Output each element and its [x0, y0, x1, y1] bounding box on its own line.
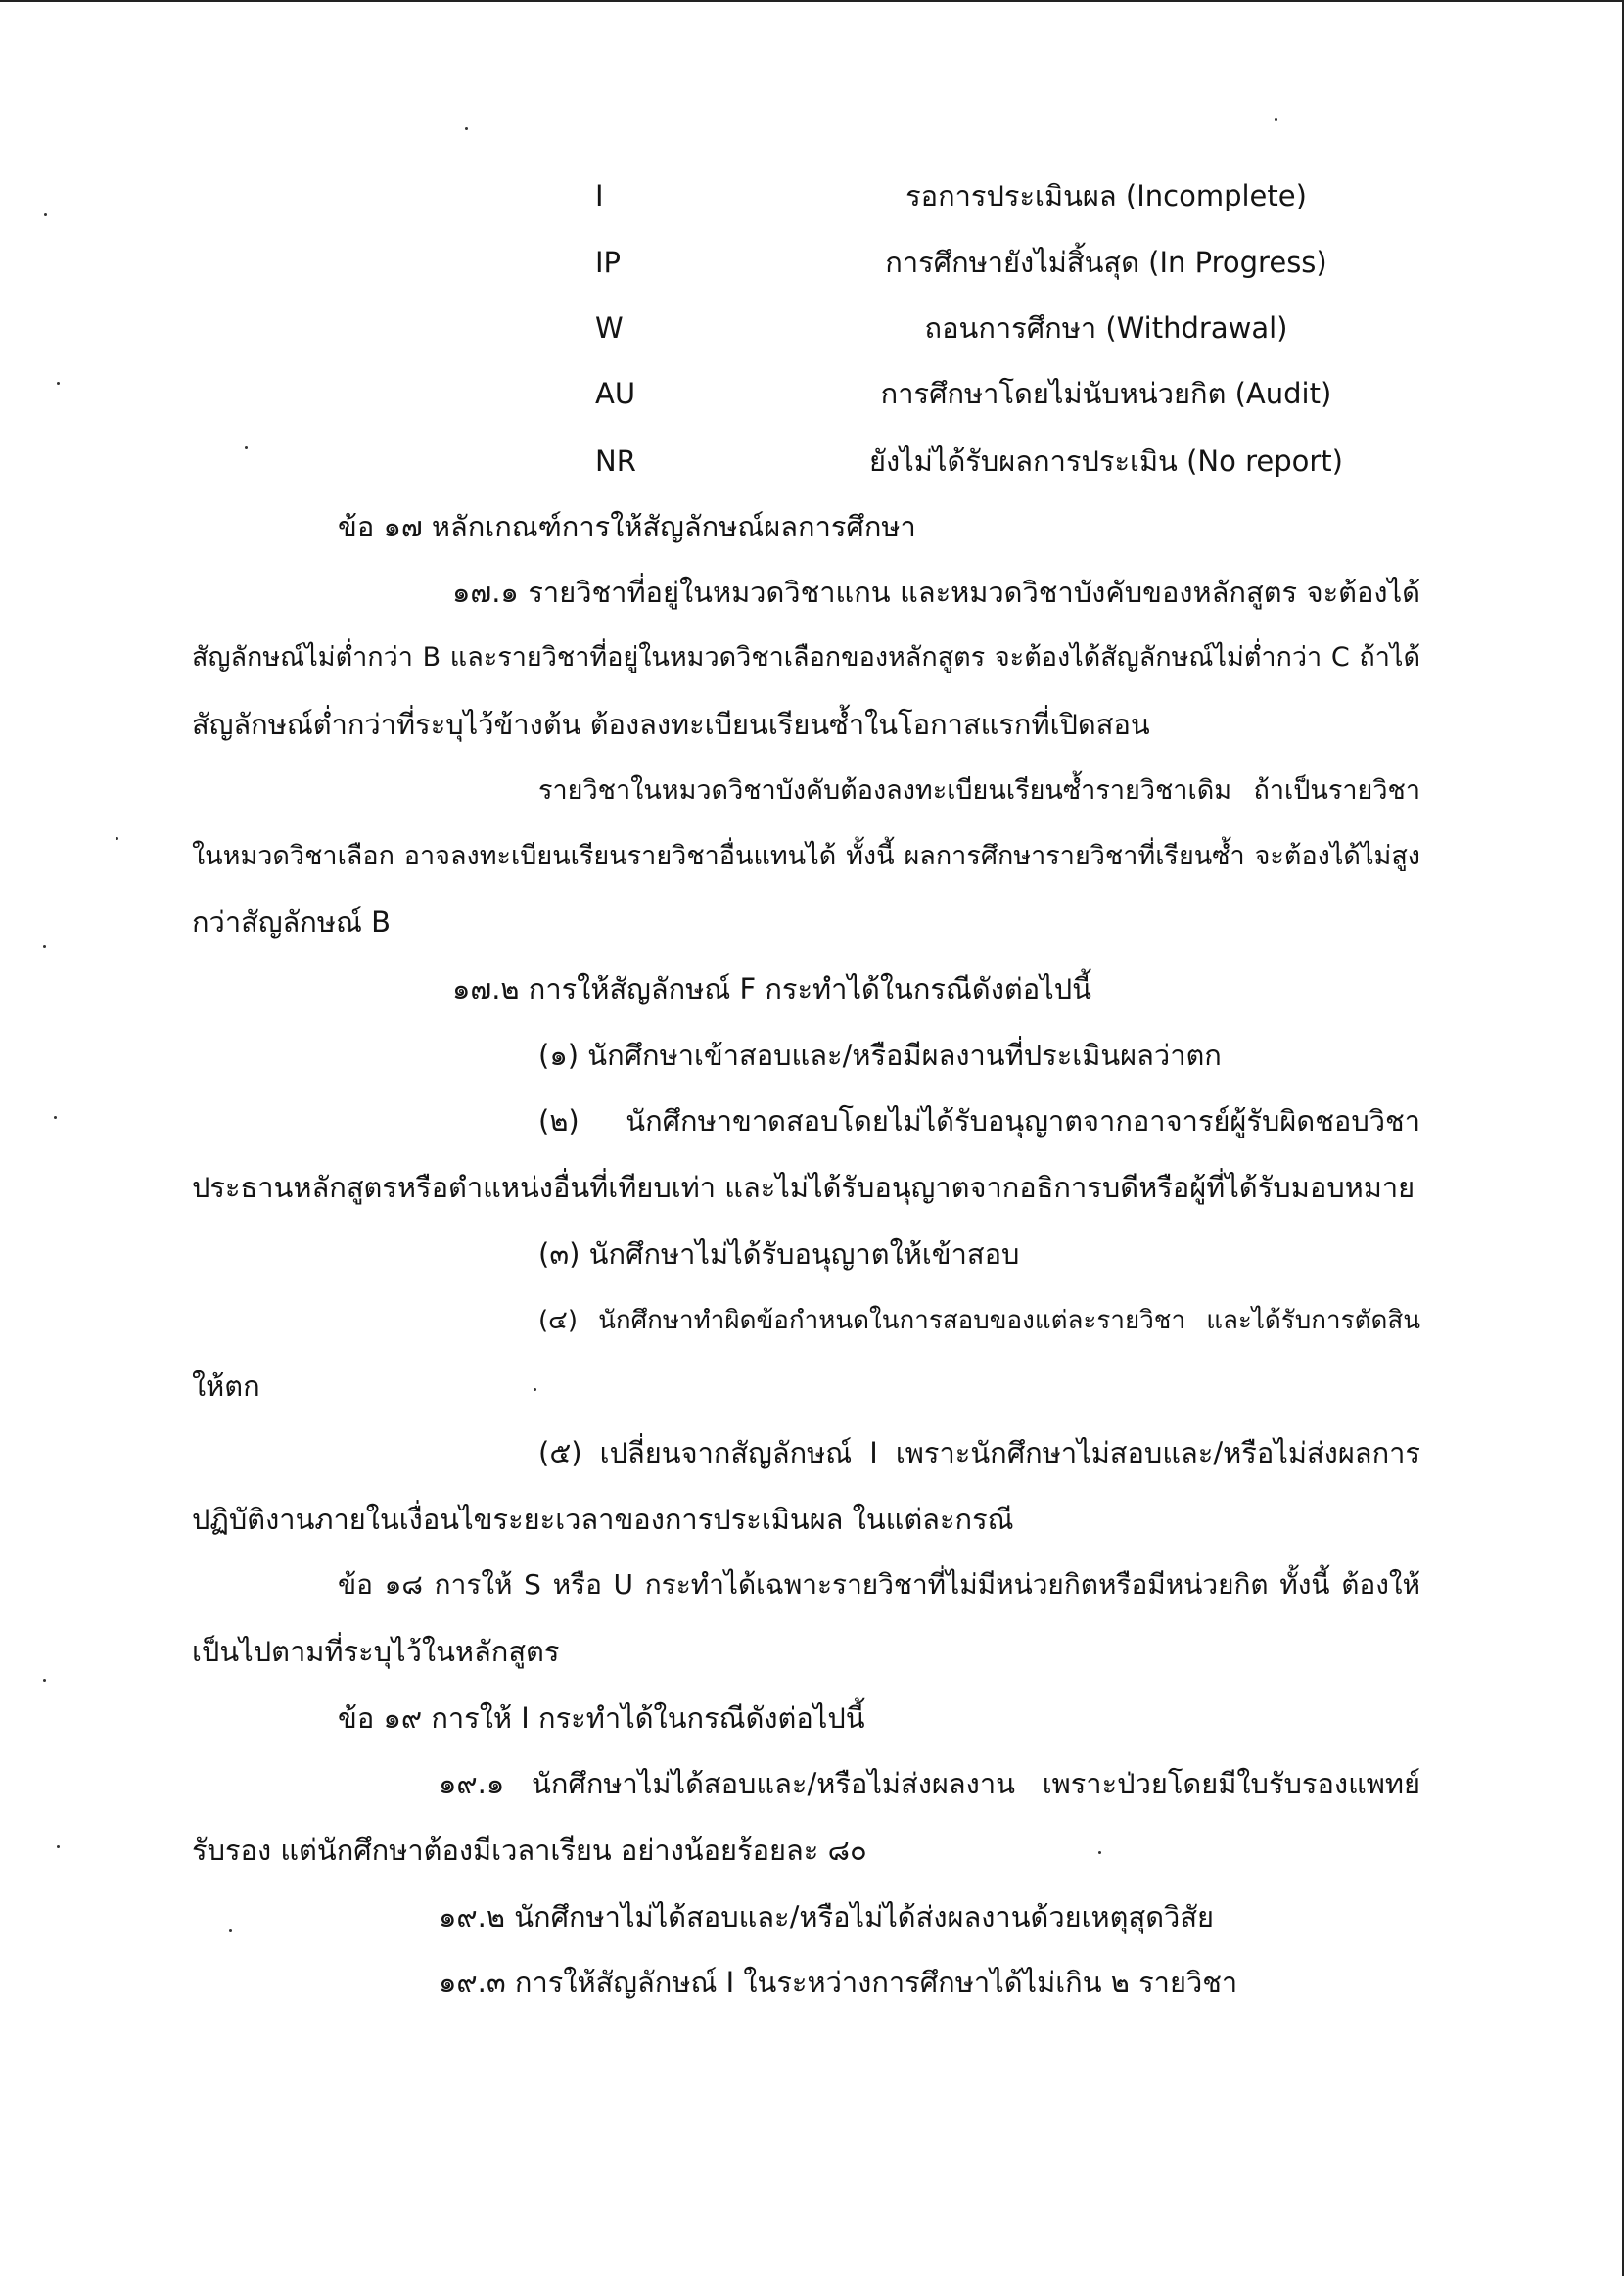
section-17-2-item: (๕) เปลี่ยนจากสัญลักษณ์ I เพราะนักศึกษาไม่สอบและ/หรือไม่ส่งผลการ	[538, 1436, 1420, 1469]
section-18-line: ข้อ ๑๘ การให้ S หรือ U กระทำได้เฉพาะรายวิชาที่ไม่มีหน่วยกิตหรือมีหน่วยกิต ทั้งนี้ ต้องให้	[338, 1568, 1420, 1601]
section-17-2-item: (๔) นักศึกษาทำผิดข้อกำหนดในการสอบของแต่ละรายวิชา และได้รับการตัดสิน	[538, 1306, 1420, 1335]
scan-top-edge	[0, 0, 1624, 2]
section-17-1-note-line: ในหมวดวิชาเลือก อาจลงทะเบียนเรียนรายวิชาอื่นแทนได้ ทั้งนี้ ผลการศึกษารายวิชาที่เรียนซ้ำ จะต้องได้ไม่สูง	[192, 841, 1420, 871]
section-19-3-line: ๑๙.๓ การให้สัญลักษณ์ I ในระหว่างการศึกษาได้ไม่เกิน ๒ รายวิชา	[439, 1966, 1238, 1999]
section-17-2-item-cont: ประธานหลักสูตรหรือตำแหน่งอื่นที่เทียบเท่า และไม่ได้รับอนุญาตจากอธิการบดีหรือผู้ที่ได้รับมอบหมาย	[192, 1171, 1415, 1204]
scan-speck	[43, 1679, 46, 1682]
section-17-2-item: (๒) นักศึกษาขาดสอบโดยไม่ได้รับอนุญาตจากอาจารย์ผู้รับผิดชอบวิชา	[538, 1104, 1420, 1138]
grade-meaning: การศึกษายังไม่สิ้นสุด (In Progress)	[885, 246, 1327, 279]
grade-meaning: ยังไม่ได้รับผลการประเมิน (No report)	[869, 444, 1343, 478]
grade-code: AU	[595, 377, 636, 410]
scan-speck	[116, 837, 118, 840]
grade-code: IP	[595, 246, 622, 279]
section-17-1-line: สัญลักษณ์ต่ำกว่าที่ระบุไว้ข้างต้น ต้องลงทะเบียนเรียนซ้ำในโอกาสแรกที่เปิดสอน	[192, 708, 1150, 741]
grade-code: I	[595, 179, 604, 212]
grade-code: NR	[595, 444, 636, 478]
section-19-1-line: รับรอง แต่นักศึกษาต้องมีเวลาเรียน อย่างน้อยร้อยละ ๘๐	[192, 1834, 867, 1867]
scan-speck	[54, 1116, 57, 1119]
section-17-1-note-line: กว่าสัญลักษณ์ B	[192, 906, 391, 939]
section-17-2-item: (๓) นักศึกษาไม่ได้รับอนุญาตให้เข้าสอบ	[538, 1237, 1020, 1271]
section-17-heading: ข้อ ๑๗ หลักเกณฑ์การให้สัญลักษณ์ผลการศึกษา	[338, 510, 916, 543]
scan-speck	[534, 1388, 536, 1391]
section-17-2-item: (๑) นักศึกษาเข้าสอบและ/หรือมีผลงานที่ประเมินผลว่าตก	[538, 1039, 1222, 1072]
section-17-1-line: ๑๗.๑ รายวิชาที่อยู่ในหมวดวิชาแกน และหมวดวิชาบังคับของหลักสูตร จะต้องได้	[452, 576, 1420, 609]
section-17-2-item-cont: ให้ตก	[192, 1370, 260, 1403]
scan-speck	[245, 446, 248, 449]
grade-meaning: การศึกษาโดยไม่นับหน่วยกิต (Audit)	[880, 377, 1332, 410]
scan-speck	[229, 1929, 232, 1932]
scan-speck	[465, 127, 468, 130]
scan-speck	[1098, 1851, 1101, 1854]
section-17-1-note-line: รายวิชาในหมวดวิชาบังคับต้องลงทะเบียนเรียนซ้ำรายวิชาเดิม ถ้าเป็นรายวิชา	[538, 775, 1420, 806]
scan-speck	[1275, 118, 1277, 121]
section-18-line: เป็นไปตามที่ระบุไว้ในหลักสูตร	[192, 1635, 560, 1668]
grade-meaning: ถอนการศึกษา (Withdrawal)	[924, 311, 1288, 345]
section-19-1-line: ๑๙.๑ นักศึกษาไม่ได้สอบและ/หรือไม่ส่งผลงาน เพราะป่วยโดยมีใบรับรองแพทย์	[439, 1767, 1420, 1800]
scan-speck	[57, 1845, 60, 1848]
section-17-1-line: สัญลักษณ์ไม่ต่ำกว่า B และรายวิชาที่อยู่ในหมวดวิชาเลือกของหลักสูตร จะต้องได้สัญลักษณ์ไม่ต่ำกว่า C ถ้าได้	[192, 642, 1420, 673]
grade-meaning: รอการประเมินผล (Incomplete)	[905, 179, 1307, 212]
scan-speck	[43, 945, 46, 948]
section-17-2-item-cont: ปฏิบัติงานภายในเงื่อนไขระยะเวลาของการประเมินผล ในแต่ละกรณี	[192, 1503, 1014, 1536]
scan-speck	[57, 382, 60, 385]
section-19-heading: ข้อ ๑๙ การให้ I กระทำได้ในกรณีดังต่อไปนี้	[338, 1701, 865, 1735]
grade-code: W	[595, 311, 624, 345]
section-19-2-line: ๑๙.๒ นักศึกษาไม่ได้สอบและ/หรือไม่ได้ส่งผลงานด้วยเหตุสุดวิสัย	[439, 1900, 1215, 1933]
scan-speck	[44, 213, 47, 216]
section-17-2-heading: ๑๗.๒ การให้สัญลักษณ์ F กระทำได้ในกรณีดังต่อไปนี้	[452, 972, 1091, 1005]
